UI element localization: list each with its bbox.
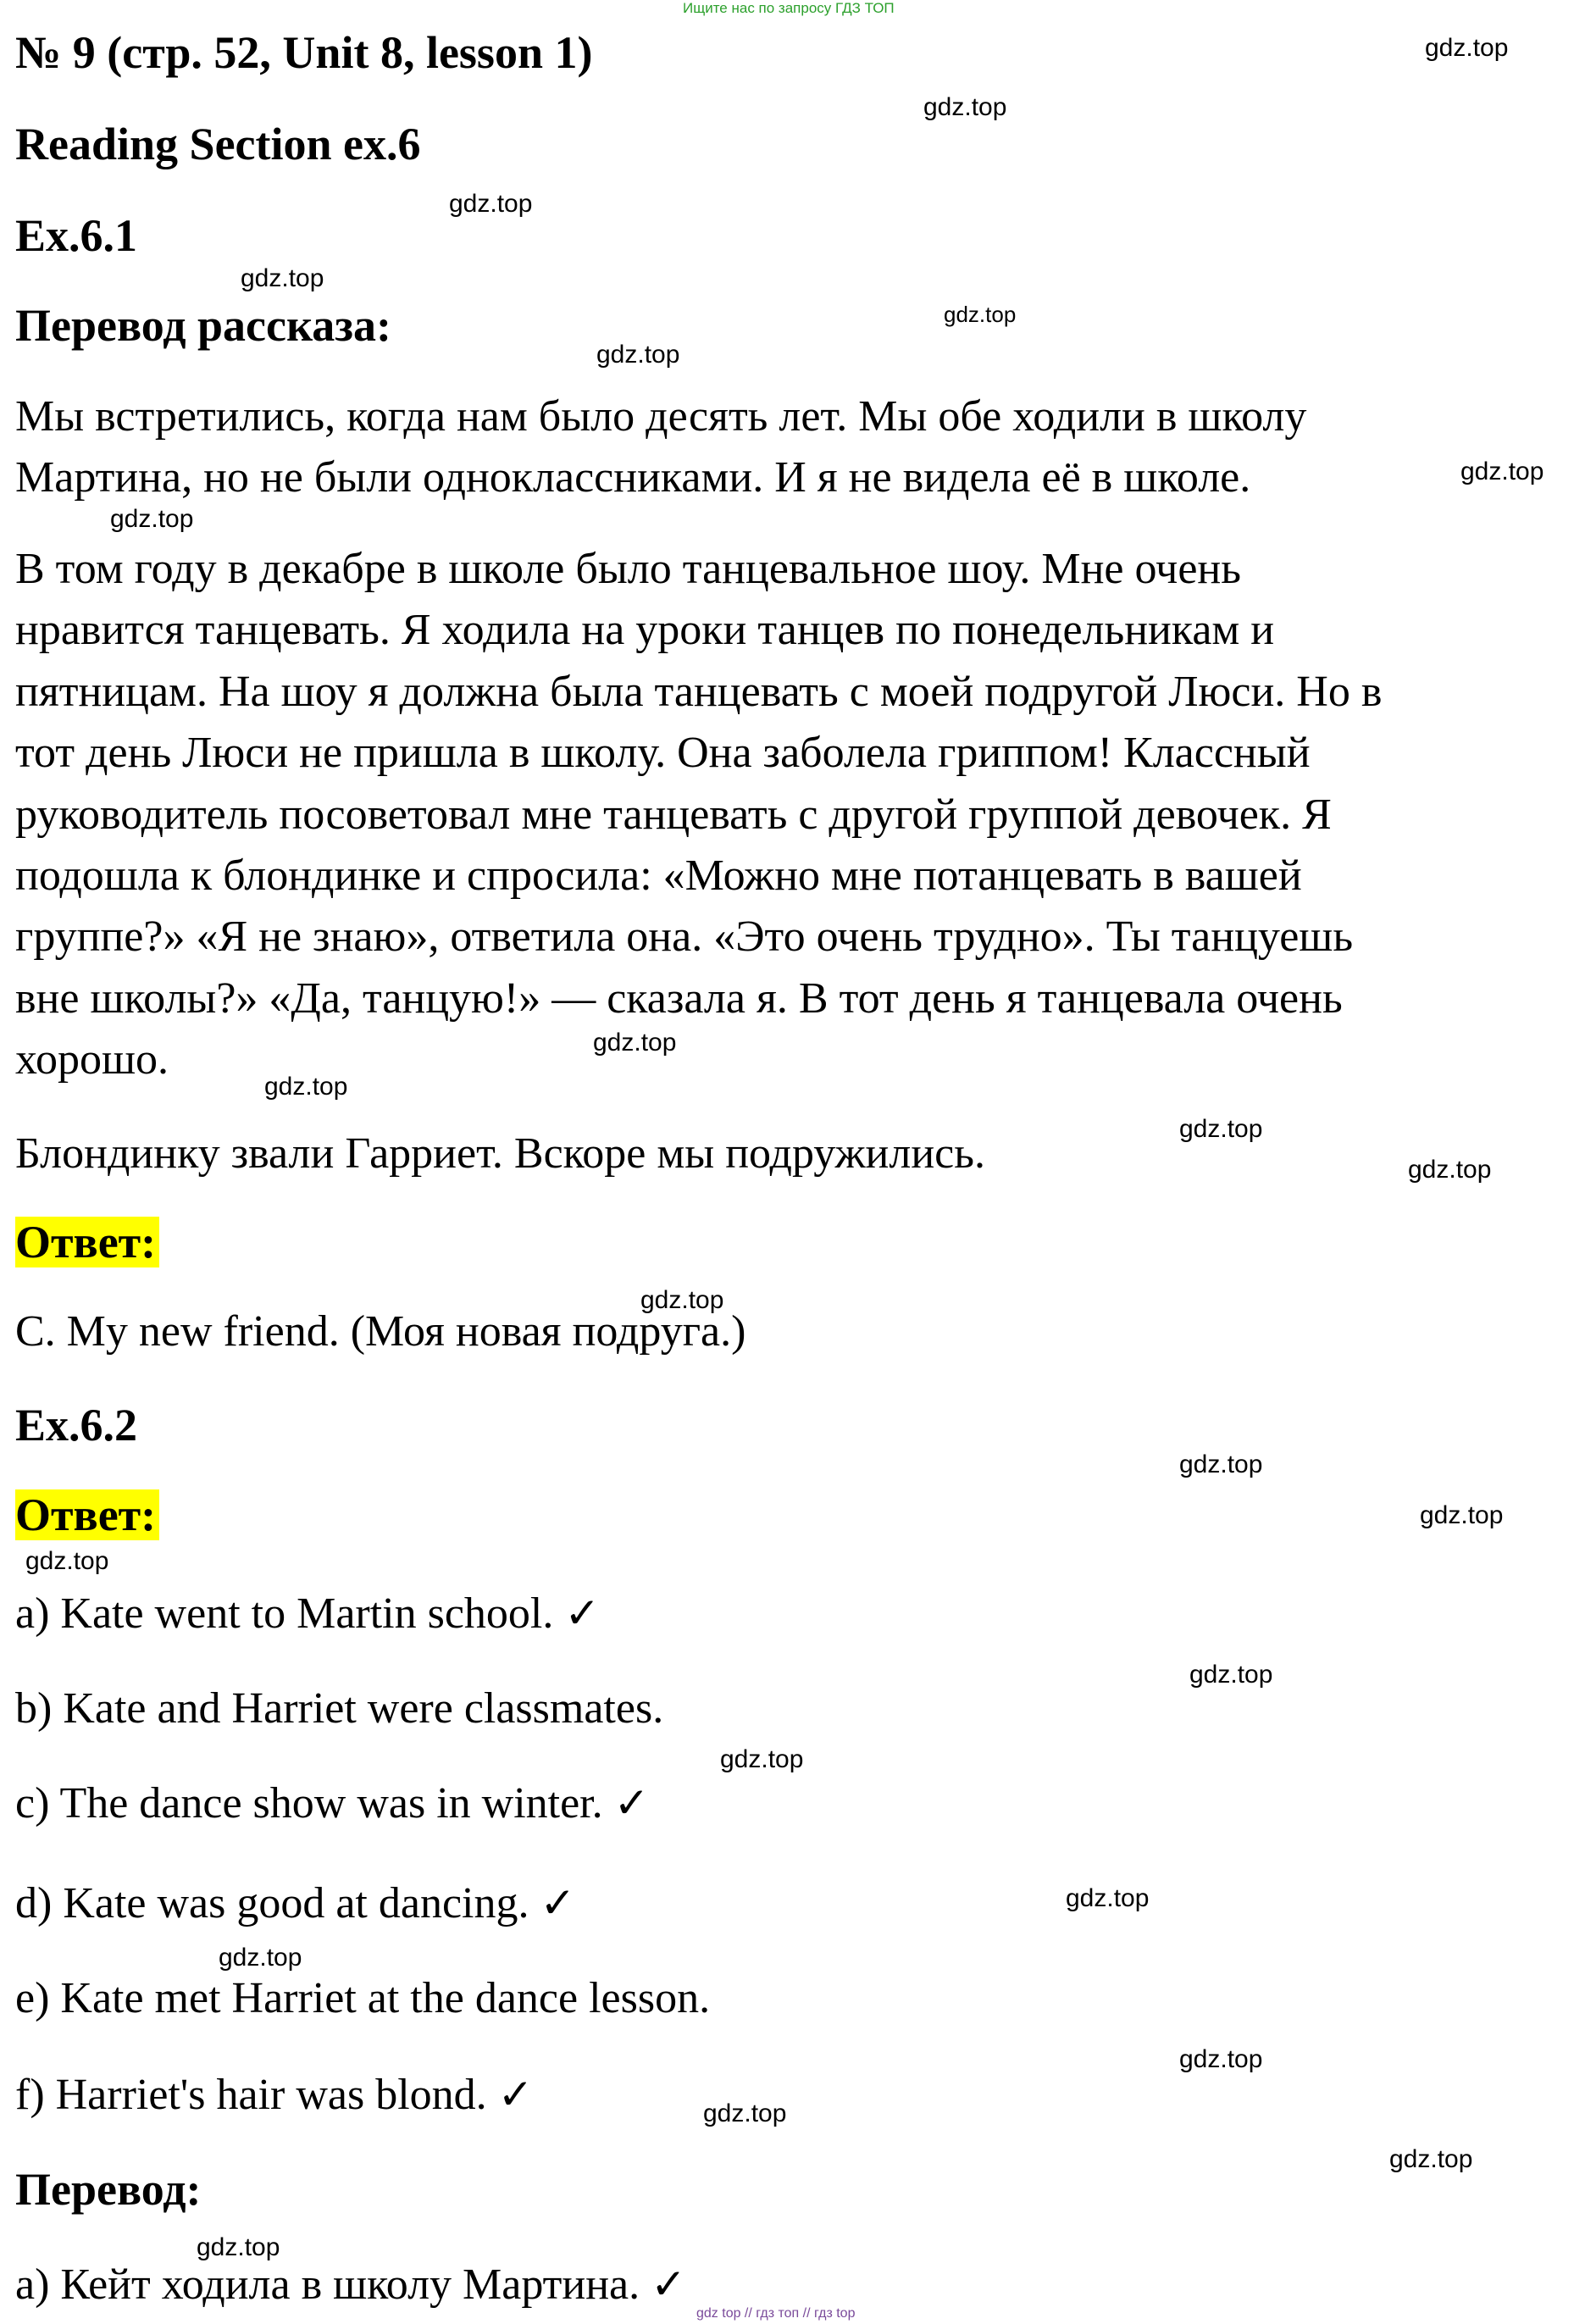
answer-label <box>15 1215 159 1269</box>
text-line: хорошо. <box>15 1035 169 1084</box>
watermark: gdz.top <box>703 2099 787 2127</box>
watermark: gdz.top <box>596 341 680 369</box>
item-text: c) The dance show was in winter. <box>15 1779 603 1828</box>
watermark: gdz.top <box>241 264 324 292</box>
story-paragraph-2 <box>15 539 1382 1091</box>
text-line: тот день Люси не пришла в школу. Она заболела гриппом! Классный <box>15 729 1311 778</box>
list-item <box>15 1967 710 2029</box>
watermark: gdz.top <box>944 302 1017 327</box>
item-text: e) Kate met Harriet at the dance lesson. <box>15 1974 711 2022</box>
answer-text: C. My new friend. (Моя новая подруга.) <box>15 1307 746 1356</box>
list-item <box>15 2254 686 2316</box>
watermark: gdz.top <box>1179 1115 1263 1143</box>
item-text: b) Kate and Harriet were classmates. <box>15 1684 664 1733</box>
watermark: gdz.top <box>1066 1884 1150 1912</box>
check-icon: ✓ <box>613 1778 650 1828</box>
text-line: руководитель посоветовал мне танцевать с другой группой девочек. Я <box>15 790 1332 839</box>
item-text: a) Kate went to Martin school. <box>15 1589 554 1638</box>
watermark: gdz.top <box>449 190 533 218</box>
story-paragraph-1 <box>15 386 1306 509</box>
watermark: gdz.top <box>1408 1156 1492 1184</box>
item-text: f) Harriet's hair was blond. <box>15 2071 487 2119</box>
watermark: gdz.top <box>219 1944 302 1972</box>
text-line: подошла к блондинке и спросила: «Можно мне потанцевать в вашей <box>15 851 1302 901</box>
watermark: gdz.top <box>640 1286 724 1314</box>
text-line: вне школы?» «Да, танцую!» — сказала я. В тот день я танцевала очень <box>15 973 1343 1023</box>
answer-label-text: Ответ: <box>15 1489 159 1540</box>
page-title: № 9 (стр. 52, Unit 8, lesson 1) <box>15 27 593 78</box>
text-line: пятницам. На шоу я должна была танцевать с моей подругой Люси. Но в <box>15 667 1383 716</box>
watermark: gdz.top <box>1389 2145 1473 2173</box>
list-item <box>15 1872 575 1934</box>
top-banner: Ищите нас по запросу ГДЗ ТОП <box>683 0 895 16</box>
text-line: группе?» «Я не знаю», ответила она. «Это очень трудно». Ты танцуешь <box>15 912 1354 962</box>
list-item <box>15 1772 650 1834</box>
list-item <box>15 1678 663 1739</box>
text-line: нравится танцевать. Я ходила на уроки танцев по понедельникам и <box>15 606 1275 655</box>
story-paragraph-3: Блондинку звали Гарриет. Вскоре мы подружились. <box>15 1129 985 1178</box>
watermark: gdz.top <box>1425 34 1509 62</box>
watermark: gdz.top <box>25 1547 109 1575</box>
watermark: gdz.top <box>1189 1661 1273 1689</box>
answer-label-text: Ответ: <box>15 1217 159 1267</box>
check-icon: ✓ <box>651 2260 687 2309</box>
watermark: gdz.top <box>720 1745 804 1773</box>
section-title: Reading Section ex.6 <box>15 119 421 169</box>
text-line: Мартина, но не были одноклассниками. И я не видела её в школе. <box>15 453 1251 502</box>
watermark: gdz.top <box>1179 2045 1263 2073</box>
ex2-heading: Ex.6.2 <box>15 1400 138 1450</box>
watermark: gdz.top <box>110 505 194 533</box>
item-text: d) Kate was good at dancing. <box>15 1879 529 1927</box>
text-line: В том году в декабре в школе было танцевальное шоу. Мне очень <box>15 545 1241 593</box>
item-text: а) Кейт ходила в школу Мартина. <box>15 2260 640 2309</box>
watermark: gdz.top <box>197 2233 280 2261</box>
list-item <box>15 2064 534 2126</box>
watermark: gdz.top <box>1460 458 1544 485</box>
answer-label <box>15 1488 159 1542</box>
watermark: gdz.top <box>593 1029 677 1057</box>
list-item <box>15 1583 600 1645</box>
check-icon: ✓ <box>540 1878 576 1927</box>
translation-heading: Перевод рассказа: <box>15 300 391 351</box>
footer-text: gdz top // гдз топ // гдз top <box>696 2306 856 2321</box>
watermark: gdz.top <box>264 1073 348 1101</box>
text-line: Мы встретились, когда нам было десять лет. Мы обе ходили в школу <box>15 392 1307 441</box>
ex1-heading: Ex.6.1 <box>15 210 138 261</box>
watermark: gdz.top <box>1420 1501 1504 1529</box>
translation-heading: Перевод: <box>15 2164 202 2215</box>
watermark: gdz.top <box>923 93 1007 121</box>
check-icon: ✓ <box>564 1589 601 1638</box>
check-icon: ✓ <box>497 2070 534 2119</box>
watermark: gdz.top <box>1179 1450 1263 1478</box>
